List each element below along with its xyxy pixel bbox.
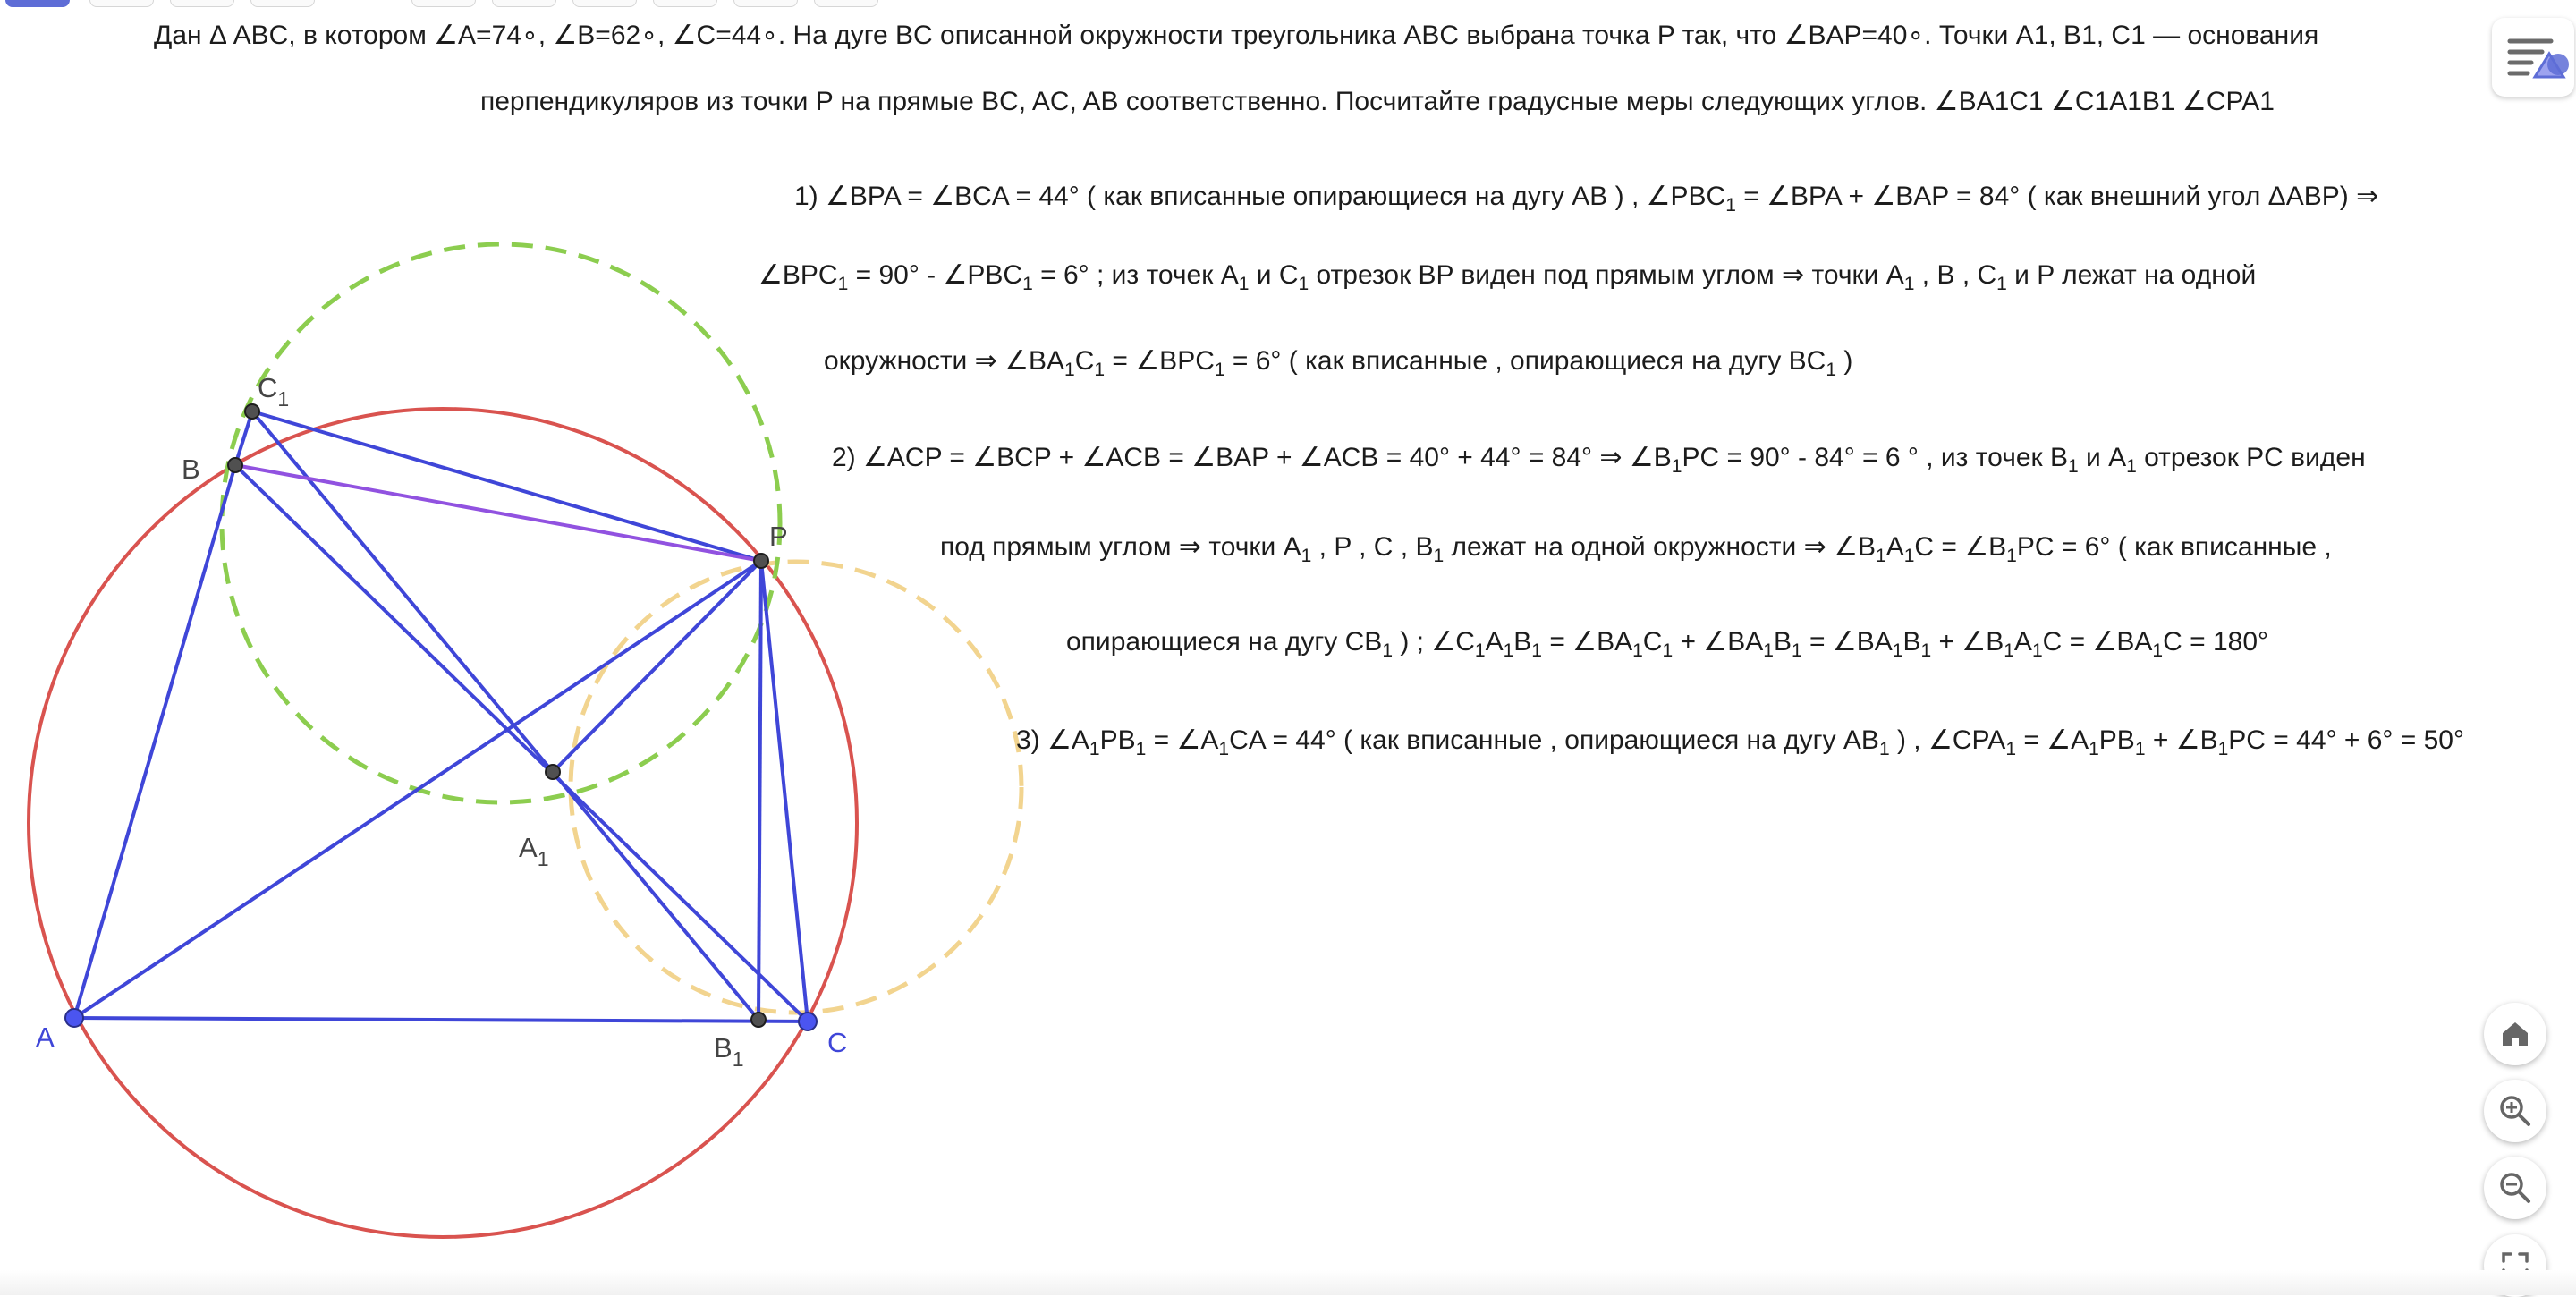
point-a[interactable] xyxy=(65,1009,83,1027)
subscript: 1 xyxy=(1763,640,1774,661)
subscript: 1 xyxy=(1298,274,1309,294)
subscript: 1 xyxy=(837,274,849,294)
label-a: A xyxy=(36,1021,55,1053)
label-p: P xyxy=(769,521,788,552)
solution-1-line-2: $\angle BPC_1 = 90^\circ$ - $\angle PBC_1 = 6^\circ$ ; из точек $A_1$ и $C_1$ отрезок BP виден под прямым углом ⇒ точки $A_1$ , B , $C_1$ и P лежат на одной xyxy=(758,260,2257,294)
subscript: 1 xyxy=(2217,739,2229,759)
zoom-out-button[interactable] xyxy=(2484,1157,2546,1219)
solution-1-line-3: окружности ⇒ $\angle BA_1C_1$ = $\angle BPC_1 = 6^\circ$ ( как вписанные , опирающиеся на дугу $BC_1$ ) xyxy=(824,346,1853,380)
menu-button[interactable] xyxy=(2492,18,2574,97)
segment-a1-b1[interactable] xyxy=(553,772,758,1020)
point-b1[interactable] xyxy=(751,1013,766,1027)
subscript: 1 xyxy=(1218,739,1230,759)
subscript: 1 xyxy=(1725,195,1736,216)
point-a1[interactable] xyxy=(546,765,560,779)
solution-3-line-1: 3) $\angle A_1PB_1$ = $\angle A_1CA = 44^\circ$ ( как вписанные , опирающиеся на дугу $AB_1$ ) , $\angle CPA_1$ = $\angle A_1PB_1$ + $\angle B_1PC = 44^\circ + 6^\circ = 50^\circ$ xyxy=(1016,725,2464,759)
subscript: 1 xyxy=(2006,546,2017,566)
segment-ab[interactable] xyxy=(74,465,235,1018)
subscript: 1 xyxy=(1903,274,1915,294)
problem-line-1: Дан Δ ABC, в котором ∠A=74∘, ∠B=62∘, ∠C=44∘. На дуге BC описанной окружности треугольника ABC выбрана точка P так, что ∠BAP=40∘. Точки A1, B1, C1 — основания xyxy=(154,21,2319,50)
subscript: 1 xyxy=(1632,640,1643,661)
circle-b-a1-c1-p[interactable] xyxy=(222,244,780,802)
label-c: C xyxy=(827,1027,848,1058)
segment-pc[interactable] xyxy=(761,561,808,1021)
subscript: 1 xyxy=(1826,360,1837,380)
circle-a1-p-c-b1[interactable] xyxy=(571,562,1021,1013)
subscript: 1 xyxy=(1503,640,1514,661)
subscript: 1 xyxy=(1301,546,1312,566)
home-button[interactable] xyxy=(2484,1003,2546,1065)
subscript: 1 xyxy=(1878,739,1890,759)
subscript: 1 xyxy=(2089,739,2099,759)
point-c[interactable] xyxy=(799,1013,817,1030)
label-a1: $A_1$ xyxy=(519,832,549,870)
circumcircle[interactable] xyxy=(29,409,857,1237)
subscript: 1 xyxy=(1531,640,1542,661)
label-b: B xyxy=(182,454,200,485)
problem-line-2: перпендикуляров из точки P на прямые BC, AC, AB соответственно. Посчитайте градусные меры следующих углов. ∠BA1C1 ∠C1A1B1 ∠CPA1 xyxy=(480,87,2275,116)
bottom-edge xyxy=(0,1270,2576,1295)
segment-p-a1[interactable] xyxy=(553,561,761,772)
subscript: 1 xyxy=(2031,640,2043,661)
point-b[interactable] xyxy=(228,458,242,472)
zoom-out-icon xyxy=(2497,1170,2533,1206)
subscript: 1 xyxy=(2004,640,2014,661)
subscript: 1 xyxy=(2152,640,2164,661)
solution-1-line-1: 1) ∠BPA = ∠BCA = 44° ( как вписанные опирающиеся на дугу AB ) , $\angle PBC_1$ = ∠BPA + ∠BAP = 84° ( как внешний угол ΔABP) ⇒ xyxy=(794,182,2379,216)
zoom-in-button[interactable] xyxy=(2484,1080,2546,1142)
subscript: 1 xyxy=(1135,739,1147,759)
subscript: 1 xyxy=(1791,640,1802,661)
subscript: 1 xyxy=(2067,456,2079,477)
subscript: 1 xyxy=(1671,456,1682,477)
segment-p-b[interactable] xyxy=(235,465,761,561)
segment-c1-a1[interactable] xyxy=(252,411,553,772)
subscript: 1 xyxy=(1214,360,1225,380)
subscript: 1 xyxy=(1903,546,1915,566)
subscript: 1 xyxy=(1474,640,1486,661)
subscript: 1 xyxy=(1892,640,1903,661)
subscript: 1 xyxy=(2126,456,2137,477)
subscript: 1 xyxy=(1094,360,1106,380)
home-icon xyxy=(2497,1016,2533,1052)
subscript: 1 xyxy=(1920,640,1932,661)
subscript: 1 xyxy=(1433,546,1445,566)
label-b1: $B_1$ xyxy=(714,1032,744,1071)
segment-ap[interactable] xyxy=(74,561,761,1018)
subscript: 1 xyxy=(1876,546,1886,566)
subscript: 1 xyxy=(1382,640,1393,661)
subscript: 1 xyxy=(2134,739,2146,759)
subscript: 1 xyxy=(1996,274,2007,294)
solution-2-line-2: под прямым углом ⇒ точки $A_1$ , P , C , $B_1$ лежат на одной окружности ⇒ $\angle B_1A_1C$ = $\angle B_1PC = 6^\circ$ ( как вписанные , xyxy=(940,532,2332,566)
subscript: 1 xyxy=(1089,739,1100,759)
subscript: 1 xyxy=(1022,274,1033,294)
subscript: 1 xyxy=(1238,274,1250,294)
menu-icon xyxy=(2492,18,2574,97)
point-p[interactable] xyxy=(754,554,768,568)
subscript: 1 xyxy=(1662,640,1674,661)
zoom-in-icon xyxy=(2497,1093,2533,1129)
point-c1[interactable] xyxy=(245,404,259,419)
subscript: 1 xyxy=(2005,739,2016,759)
subscript: 1 xyxy=(1064,360,1075,380)
segment-ac[interactable] xyxy=(74,1018,808,1021)
solution-2-line-3: опирающиеся на дугу $CB_1$ ) ; $\angle C_1A_1B_1$ = $\angle BA_1C_1$ + $\angle BA_1B_1$ = $\angle BA_1B_1$ + $\angle B_1A_1C$ = $\angle BA_1C = 180^\circ$ xyxy=(1066,627,2268,661)
solution-2-line-1: 2) ∠ACP = ∠BCP + ∠ACB = ∠BAP + ∠ACB = 40° + 44° = 84° ⇒ $\angle B_1PC = 90^\circ - 84^\circ = 6$ ° , из точек $B_1$ и $A_1$ отрезок PC виден xyxy=(832,443,2366,477)
label-c1: $C_1$ xyxy=(258,372,290,411)
